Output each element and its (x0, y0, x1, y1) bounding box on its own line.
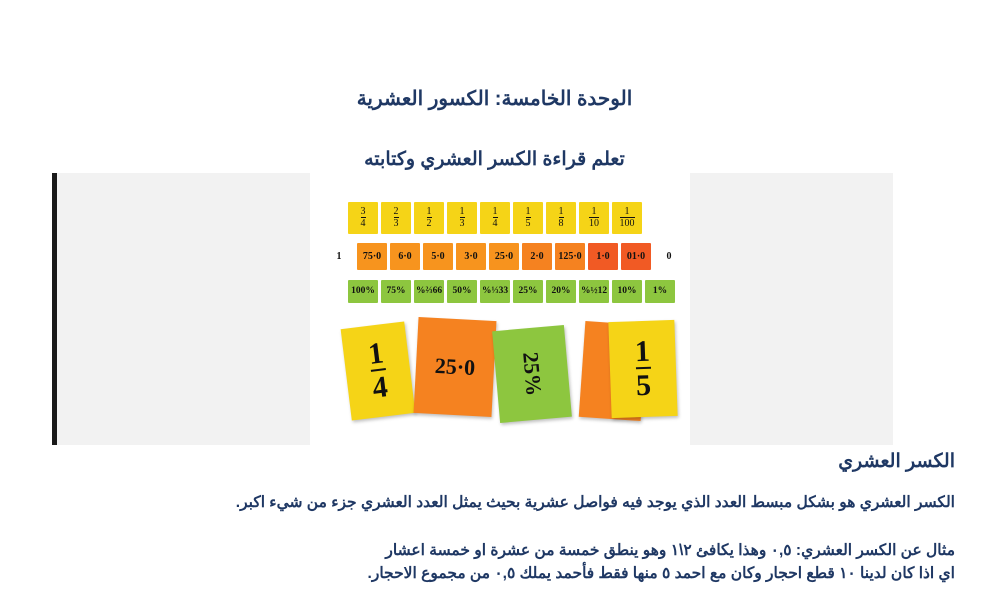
decimal-cell: 0·75 (357, 243, 387, 270)
fraction-cell: $\frac{1}{8}$ (546, 202, 576, 234)
fraction-cell: $\frac{1}{10}$ (579, 202, 609, 234)
decimal-cell: 0·25 (489, 243, 519, 270)
decimal-cell: 0 (654, 243, 684, 270)
percent-cell: 75% (381, 280, 411, 303)
decimal-cell: 0·2 (522, 243, 552, 270)
fraction-cell: $\frac{2}{3}$ (381, 202, 411, 234)
percent-cell: 100% (348, 280, 378, 303)
percent-cell: 66⅔% (414, 280, 444, 303)
card-decimal-025: 0·25 (414, 317, 497, 417)
fraction-cell: $\frac{1}{100}$ (612, 202, 642, 234)
percent-cell: 12½% (579, 280, 609, 303)
percent-cell: 20% (546, 280, 576, 303)
decimal-cell: 0·125 (555, 243, 585, 270)
fraction-cell: $\frac{1}{3}$ (447, 202, 477, 234)
decimal-cell: 0·6 (390, 243, 420, 270)
percent-cell: 10% (612, 280, 642, 303)
percent-cell: 25% (513, 280, 543, 303)
section-heading: الكسر العشري (838, 451, 955, 472)
page-subtitle: تعلم قراءة الكسر العشري وكتابته (364, 149, 625, 170)
fraction-cell: $\frac{1}{2}$ (414, 202, 444, 234)
percent-strip (348, 280, 675, 303)
decimal-cell: 0·3 (456, 243, 486, 270)
paragraph-example: مثال عن الكسر العشري: ٠,٥ وهذا يكافئ ٢\١ وهو ينطق خمسة من عشرة او خمسة اعشار (385, 542, 955, 559)
fraction-decimal-percent-figure (310, 173, 690, 445)
decimal-cell: 0·5 (423, 243, 453, 270)
fraction-cell: $\frac{3}{4}$ (348, 202, 378, 234)
fraction-cell: $\frac{1}{5}$ (513, 202, 543, 234)
card-percent-25: 25% (492, 325, 572, 423)
card-fraction-quarter: $\frac{1}{4}$ (341, 321, 416, 420)
fraction-strip (348, 202, 642, 234)
percent-cell: 33⅓% (480, 280, 510, 303)
page-title: الوحدة الخامسة: الكسور العشرية (356, 88, 633, 110)
paragraph-definition: الكسر العشري هو بشكل مبسط العدد الذي يوجد فيه فواصل عشرية بحيث يمثل العدد العشري جزء من شيء اكبر. (235, 494, 955, 511)
card-fraction-fifth: $\frac{1}{5}$ (608, 320, 677, 418)
percent-cell: 1% (645, 280, 675, 303)
decimal-cell: 0·1 (588, 243, 618, 270)
fraction-cell: $\frac{1}{4}$ (480, 202, 510, 234)
decimal-cell: 0·01 (621, 243, 651, 270)
percent-cell: 50% (447, 280, 477, 303)
decimal-cell: 1 (324, 243, 354, 270)
paragraph-illustration: اي اذا كان لدينا ١٠ قطع احجار وكان مع احمد ٥ منها فقط فأحمد يملك ٠,٥ من مجموع الاحجار. (367, 565, 955, 582)
decimal-strip (324, 243, 684, 270)
